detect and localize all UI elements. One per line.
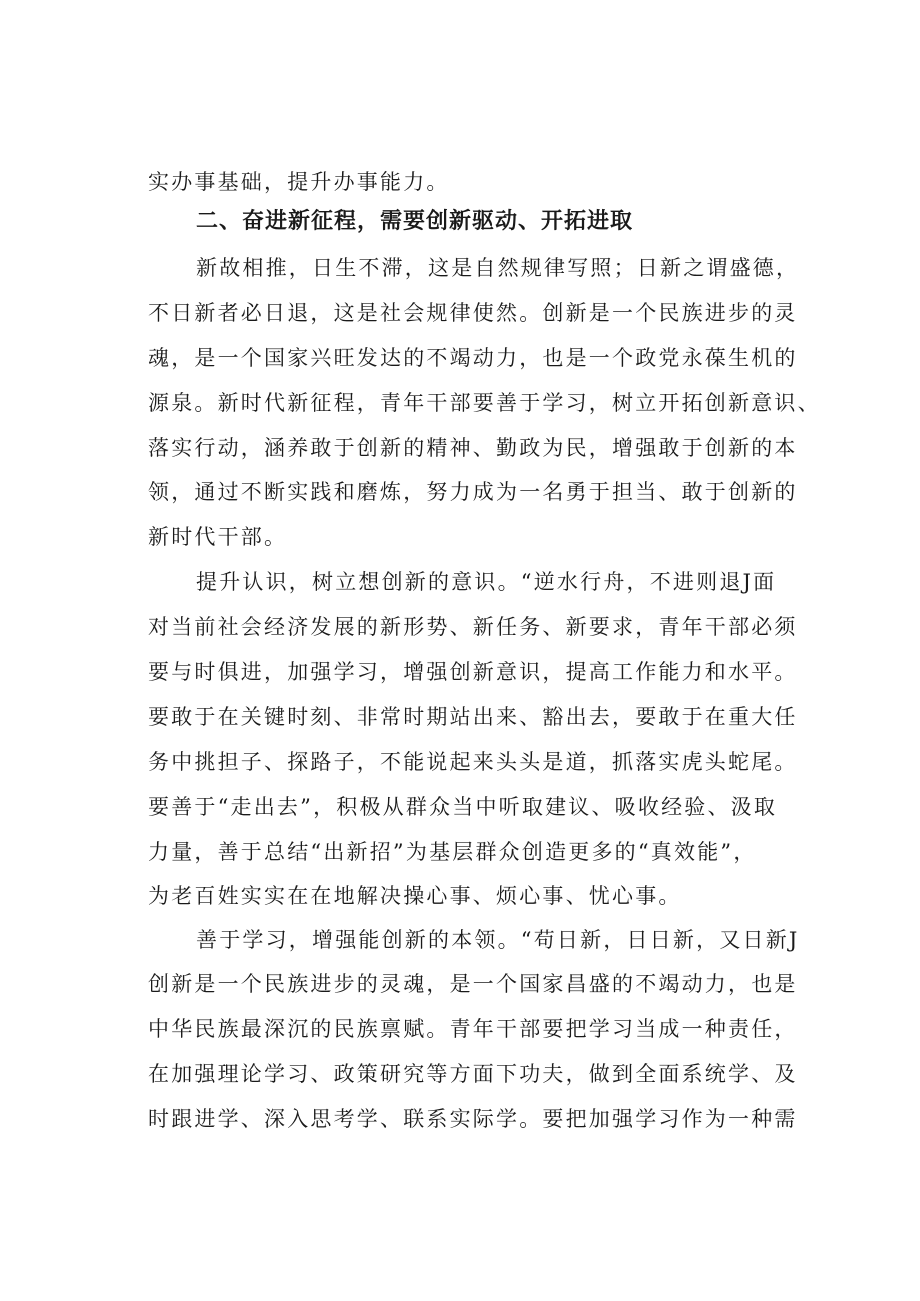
text-line: 善于学习，增强能创新的本领。“苟日新，日日新，又日新J [196, 928, 800, 952]
text-line: 领，通过不断实践和磨炼，努力成为一名勇于担当、敢于创新的 [148, 480, 798, 504]
text-line: 魂，是一个国家兴旺发达的不竭动力，也是一个政党永葆生机的 [148, 346, 798, 370]
text-line: 新时代干部。 [148, 525, 288, 549]
text-line: 实办事基础，提升办事能力。 [148, 170, 450, 194]
text-line: 力量，善于总结“出新招”为基层群众创造更多的“真效能”， [148, 840, 757, 864]
text-line: 落实行动，涵养敢于创新的精神、勤政为民，增强敢于创新的本 [148, 436, 798, 460]
text-line: 新故相推，日生不滞，这是自然规律写照；日新之谓盛德， [196, 256, 800, 280]
text-line: 不日新者必日退，这是社会规律使然。创新是一个民族进步的灵 [148, 301, 798, 325]
text-line: 对当前社会经济发展的新形势、新任务、新要求，青年干部必须 [148, 615, 798, 639]
text-line: 时跟进学、深入思考学、联系实际学。要把加强学习作为一种需 [148, 1107, 798, 1131]
text-line: 源泉。新时代新征程，青年干部要善于学习，树立开拓创新意识、 [148, 391, 821, 415]
section-heading: 二、奋进新征程，需要创新驱动、开拓进取 [196, 209, 634, 234]
text-line: 在加强理论学习、政策研究等方面下功夫，做到全面系统学、及 [148, 1062, 798, 1086]
text-line: 务中挑担子、探路子，不能说起来头头是道，抓落实虎头蛇尾。 [148, 750, 798, 774]
text-line: 为老百姓实实在在地解决操心事、烦心事、忧心事。 [148, 884, 682, 908]
text-line: 要与时俱进，加强学习，增强创新意识，提高工作能力和水平。 [148, 660, 798, 684]
text-line: 要善于“走出去”，积极从群众当中听取建议、吸收经验、汲取 [148, 795, 778, 819]
text-line: 提升认识，树立想创新的意识。“逆水行舟，不进则退J面 [196, 570, 777, 594]
text-line: 创新是一个民族进步的灵魂，是一个国家昌盛的不竭动力，也是 [148, 972, 798, 996]
text-line: 要敢于在关键时刻、非常时期站出来、豁出去，要敢于在重大任 [148, 705, 798, 729]
text-line: 中华民族最深沉的民族禀赋。青年干部要把学习当成一种责任， [148, 1017, 798, 1041]
